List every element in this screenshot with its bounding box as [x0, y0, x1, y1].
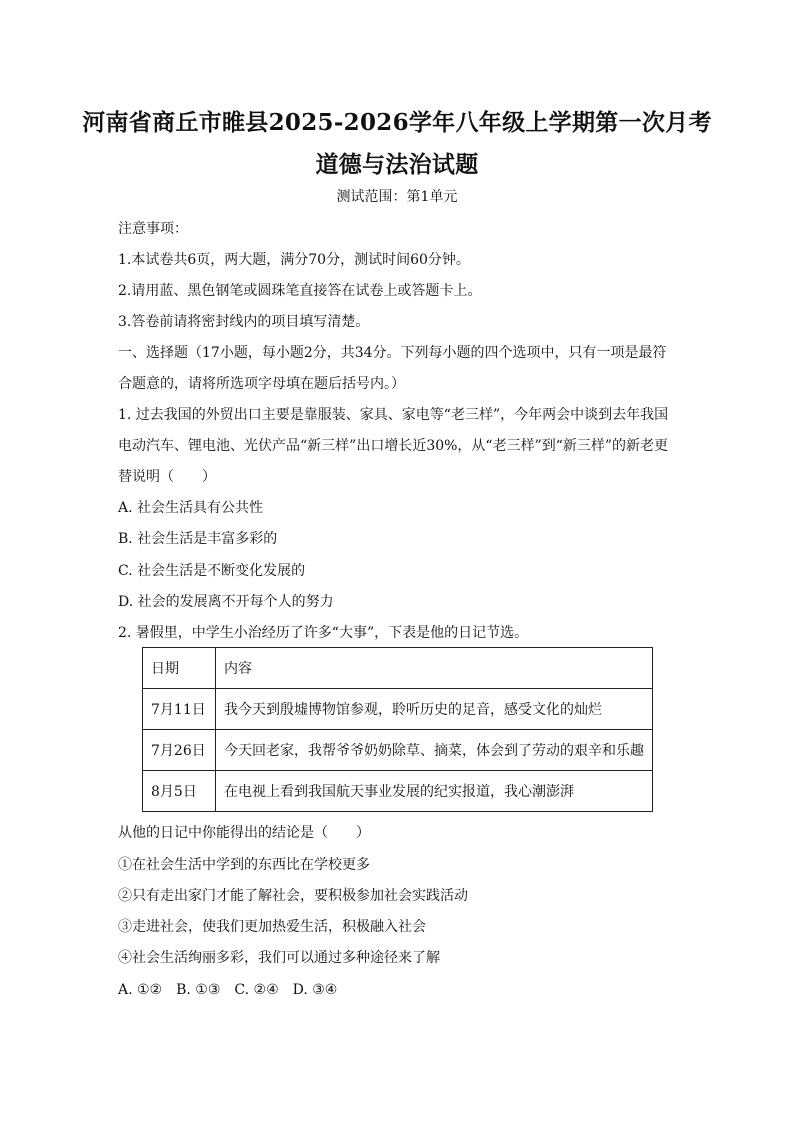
q1-option-c: C. 社会生活是不断变化发展的 [118, 563, 306, 579]
q2-statement-2: ②只有走出家门才能了解社会，要积极参加社会实践活动 [118, 888, 468, 904]
notice-item-2: 2.请用蓝、黑色钢笔或圆珠笔直接答在试卷上或答题卡上。 [118, 283, 482, 299]
table-header-row [143, 648, 653, 689]
diary-table [142, 647, 653, 812]
table-row [143, 730, 653, 771]
question-2-stem: 2. 暑假里，中学生小治经历了许多“大事”，下表是他的日记节选。 [118, 625, 529, 641]
table-cell-content: 今天回老家，我帮爷爷奶奶除草、摘菜，体会到了劳动的艰辛和乐趣 [216, 730, 653, 771]
table-header-date: 日期 [143, 648, 216, 689]
exam-title-line2: 道德与法治试题 [315, 151, 479, 178]
table-row [143, 689, 653, 730]
notice-item-3: 3.答卷前请将密封线内的项目填写清楚。 [118, 314, 370, 330]
table-cell-content: 在电视上看到我国航天事业发展的纪实报道，我心潮澎湃 [216, 771, 653, 812]
table-header-content: 内容 [216, 648, 653, 689]
table-cell-date: 7月26日 [143, 730, 216, 771]
notice-item-1: 1.本试卷共6页，两大题，满分70分，测试时间60分钟。 [118, 252, 470, 268]
q2-statement-1: ①在社会生活中学到的东西比在学校更多 [118, 857, 370, 873]
question-1-stem: 1. 过去我国的外贸出口主要是靠服装、家具、家电等“老三样”，今年两会中谈到去年我国电动汽车、锂电池、光伏产品“新三样”出口增长近30%，从“老三样”到“新三样”的新老更替说明（ ） [118, 407, 669, 485]
notice-heading: 注意事项： [118, 221, 188, 237]
exam-scope: 测试范围：第1单元 [336, 189, 458, 205]
q2-statement-3: ③走进社会，使我们更加热爱生活，积极融入社会 [118, 919, 426, 935]
question-2-prompt: 从他的日记中你能得出的结论是（ ） [118, 825, 370, 841]
table-row [143, 771, 653, 812]
table-cell-date: 7月11日 [143, 689, 216, 730]
exam-title-line1: 河南省商丘市睢县2025-2026学年八年级上学期第一次月考 [82, 109, 712, 136]
q2-statement-4: ④社会生活绚丽多彩，我们可以通过多种途径来了解 [118, 950, 440, 966]
q1-option-a: A. 社会生活具有公共性 [118, 500, 264, 516]
table-cell-date: 8月5日 [143, 771, 216, 812]
section-instructions: 一、选择题（17小题，每小题2分，共34分。下列每小题的四个选项中，只有一项是最符合题意的，请将所选项字母填在题后括号内。） [118, 345, 667, 392]
q1-option-b: B. 社会生活是丰富多彩的 [118, 531, 278, 547]
table-cell-content: 我今天到殷墟博物馆参观，聆听历史的足音，感受文化的灿烂 [216, 689, 653, 730]
q1-option-d: D. 社会的发展离不开每个人的努力 [118, 594, 334, 610]
q2-answer-options: A. ①② B. ①③ C. ②④ D. ③④ [118, 982, 338, 998]
